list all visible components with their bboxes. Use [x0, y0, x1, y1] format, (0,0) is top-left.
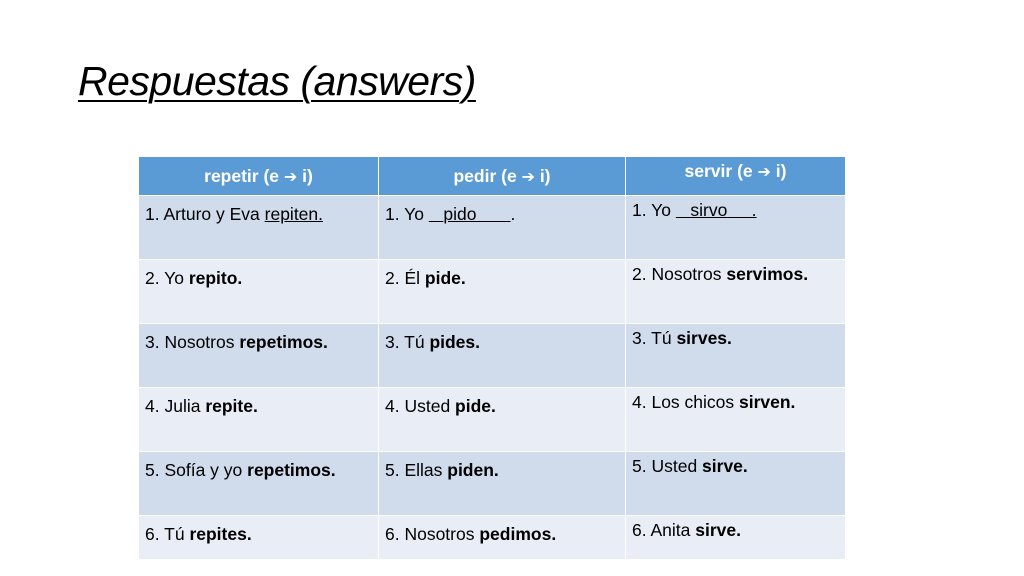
answer: repito.: [188, 268, 243, 288]
answer: pides.: [429, 332, 481, 352]
answer: pide.: [455, 396, 496, 416]
header-repetir: repetir (e ➔ i): [139, 157, 379, 196]
table-row: [139, 324, 846, 388]
table-cell: 2. Yo repito.: [139, 260, 379, 324]
arrow-right-icon: ➔: [283, 168, 298, 186]
table-header-row: [139, 157, 846, 196]
answer: pedimos.: [479, 524, 557, 544]
answer: piden.: [447, 460, 499, 480]
table-cell: 5. Ellas piden.: [379, 452, 626, 516]
table-row: [139, 196, 846, 260]
table-row: [139, 452, 846, 516]
slide-title: Respuestas (answers): [78, 58, 476, 104]
table-cell: 6. Anita sirve.: [626, 516, 846, 560]
answer: repetimos.: [239, 332, 328, 352]
table-cell: 2. Él pide.: [379, 260, 626, 324]
table-cell: 1. Yo pido .: [379, 196, 626, 260]
table-cell: 6. Tú repites.: [139, 516, 379, 560]
answer: repiten.: [264, 204, 324, 224]
answer: pide.: [424, 268, 466, 288]
answer: repites.: [189, 524, 252, 544]
table-cell: 3. Tú sirves.: [626, 324, 846, 388]
answer: repetimos.: [247, 460, 336, 480]
answer: repite.: [205, 396, 258, 416]
table-cell: 4. Usted pide.: [379, 388, 626, 452]
arrow-right-icon: ➔: [521, 168, 535, 186]
table-cell: 5. Usted sirve.: [626, 452, 846, 516]
arrow-right-icon: ➔: [757, 164, 771, 181]
answer: sirves.: [676, 328, 732, 348]
table-cell: 6. Nosotros pedimos.: [379, 516, 626, 560]
answer: servimos.: [726, 264, 809, 284]
header-pedir: pedir (e ➔ i): [379, 157, 626, 196]
answer: sirvo: [690, 200, 728, 220]
table-cell: 5. Sofía y yo repetimos.: [139, 452, 379, 516]
table-cell: 4. Los chicos sirven.: [626, 388, 846, 452]
answer: pido: [443, 204, 477, 224]
answer: sirve.: [702, 456, 748, 476]
table-cell: 1. Arturo y Eva repiten.: [139, 196, 379, 260]
table-row: [139, 388, 846, 452]
answer: sirve.: [695, 520, 741, 540]
table-row: [139, 516, 846, 560]
table-cell: 3. Nosotros repetimos.: [139, 324, 379, 388]
conjugation-table: [138, 156, 846, 560]
header-servir: servir (e ➔ i): [626, 157, 846, 196]
table-cell: 1. Yo sirvo .: [626, 196, 846, 260]
table-cell: 4. Julia repite.: [139, 388, 379, 452]
table-cell: 3. Tú pides.: [379, 324, 626, 388]
table-cell: 2. Nosotros servimos.: [626, 260, 846, 324]
table-row: [139, 260, 846, 324]
answer: sirven.: [739, 392, 796, 412]
